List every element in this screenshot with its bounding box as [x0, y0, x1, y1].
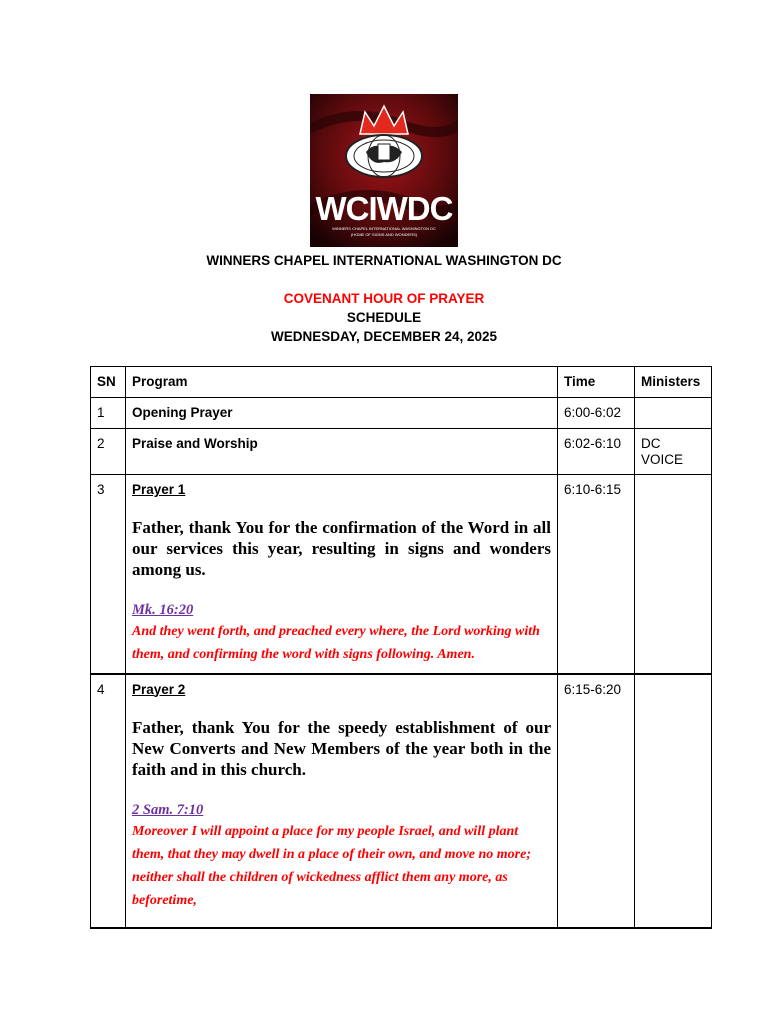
table-row: [91, 475, 712, 674]
organization-name: WINNERS CHAPEL INTERNATIONAL WASHINGTON DC: [206, 253, 562, 268]
column-header-program: Program: [126, 367, 558, 398]
program-title: COVENANT HOUR OF PRAYER: [283, 291, 485, 306]
schedule-date: WEDNESDAY, DECEMBER 24, 2025: [270, 329, 498, 344]
scripture-reference: 2 Sam. 7:10: [132, 801, 204, 818]
logo-subtitle-line2: (HOME OF SIGNS AND WONDERS): [350, 232, 418, 237]
prayer-text: Father, thank You for the speedy establishment of our New Converts and New Members of the year both in the faith and in this church.: [132, 717, 551, 779]
row-minister: [635, 475, 712, 674]
row-program-cell: [126, 475, 558, 674]
scripture-reference: Mk. 16:20: [132, 602, 194, 618]
row-program: Prayer 2: [132, 681, 186, 697]
schedule-table: [90, 366, 712, 929]
schedule-subtitle: SCHEDULE: [346, 310, 422, 325]
row-sn: 2: [91, 429, 126, 475]
row-minister: [635, 674, 712, 928]
column-header-sn: SN: [91, 367, 126, 398]
row-program: Praise and Worship: [126, 429, 558, 475]
row-minister: [635, 398, 712, 429]
row-sn: 1: [91, 398, 126, 429]
row-program-cell: [126, 674, 558, 928]
row-program: Opening Prayer: [126, 398, 558, 429]
logo-wordmark: WCIWDC: [315, 190, 453, 227]
column-header-time: Time: [558, 367, 635, 398]
logo-subtitle-line1: WINNERS CHAPEL INTERNATIONAL WASHINGTON DC: [332, 226, 436, 231]
table-header-row: [91, 367, 712, 398]
row-sn: 3: [91, 475, 126, 674]
row-minister: DC VOICE: [635, 429, 712, 475]
row-program: Prayer 1: [132, 482, 186, 497]
church-logo: [310, 94, 458, 247]
row-time: 6:15-6:20: [558, 674, 635, 928]
row-time: 6:10-6:15: [558, 475, 635, 674]
row-time: 6:00-6:02: [558, 398, 635, 429]
table-row: [91, 674, 712, 928]
scripture-text: And they went forth, and preached every where, the Lord working with them, and confirming the word with signs following. Amen.: [132, 624, 540, 662]
prayer-text: Father, thank You for the confirmation of the Word in all our services this year, resulting in signs and wonders among us.: [132, 518, 551, 579]
scripture-text: Moreover I will appoint a place for my people Israel, and will plant them, that they may dwell in a place of their own, and move no more; neither shall the children of wickedness afflict them any more, as beforetime,: [132, 823, 531, 908]
logo-graphic: [310, 94, 458, 247]
table-row: [91, 398, 712, 429]
column-header-ministers: Ministers: [635, 367, 712, 398]
table-row: [91, 429, 712, 475]
row-time: 6:02-6:10: [558, 429, 635, 475]
row-sn: 4: [91, 674, 126, 928]
